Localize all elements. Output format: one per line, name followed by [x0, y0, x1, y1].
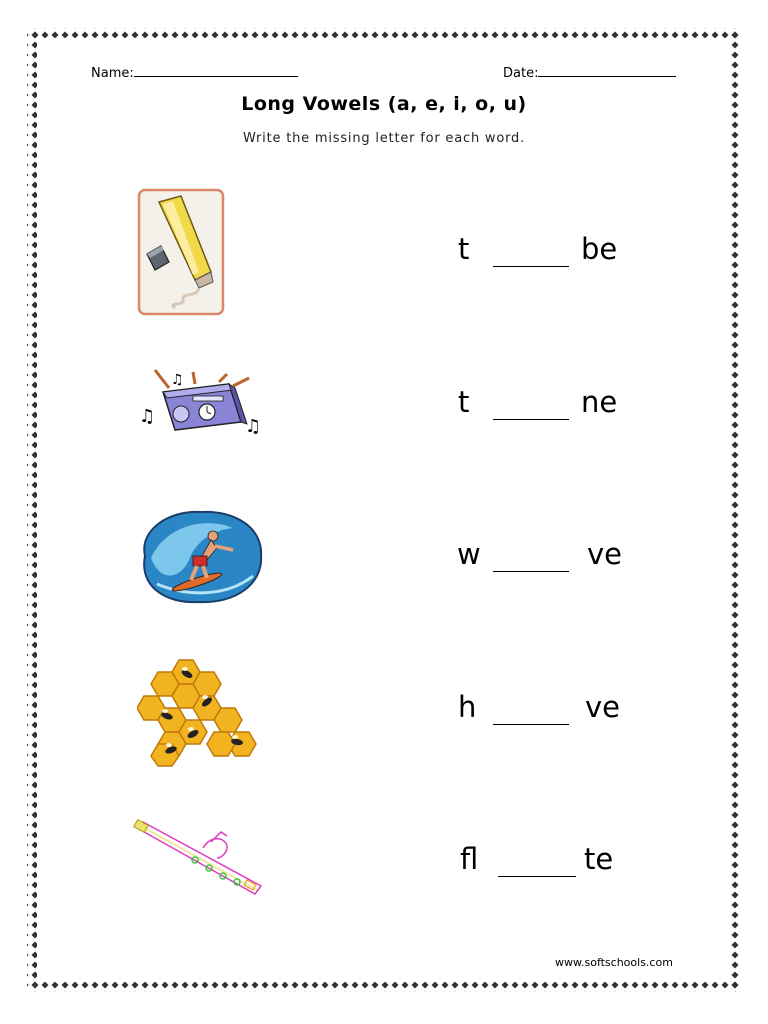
surfer-wave-icon [135, 506, 267, 606]
word-suffix: te [584, 842, 614, 876]
radio-icon [137, 366, 263, 442]
word-prefix: t [458, 232, 470, 266]
name-line [134, 64, 298, 77]
word-prefix: t [458, 385, 470, 419]
flute-icon [133, 818, 265, 900]
honeycomb-bees-icon [137, 656, 261, 768]
svg-text:♫: ♫ [139, 406, 156, 427]
name-label: Name: [91, 66, 134, 81]
word-suffix: ve [587, 537, 623, 571]
date-field[interactable] [503, 64, 676, 81]
answer-blank[interactable] [493, 724, 569, 725]
date-line [538, 64, 676, 77]
word-prefix: h [458, 690, 477, 724]
answer-blank[interactable] [493, 571, 569, 572]
word-prefix: w [457, 537, 481, 571]
svg-text:♫: ♫ [245, 416, 262, 437]
word-suffix: ne [581, 385, 618, 419]
date-label: Date: [503, 66, 539, 81]
word-prefix: fl [460, 842, 479, 876]
toothpaste-tube-icon [137, 188, 225, 316]
word-suffix: be [581, 232, 618, 266]
page-title: Long Vowels (a, e, i, o, u) [241, 93, 527, 115]
name-field[interactable] [91, 64, 298, 81]
word-suffix: ve [585, 690, 621, 724]
svg-text:♫: ♫ [171, 372, 184, 388]
instructions: Write the missing letter for each word. [242, 131, 526, 146]
answer-blank[interactable] [493, 266, 569, 267]
answer-blank[interactable] [493, 419, 569, 420]
answer-blank[interactable] [498, 876, 576, 877]
footer-url: www.softschools.com [555, 956, 673, 969]
